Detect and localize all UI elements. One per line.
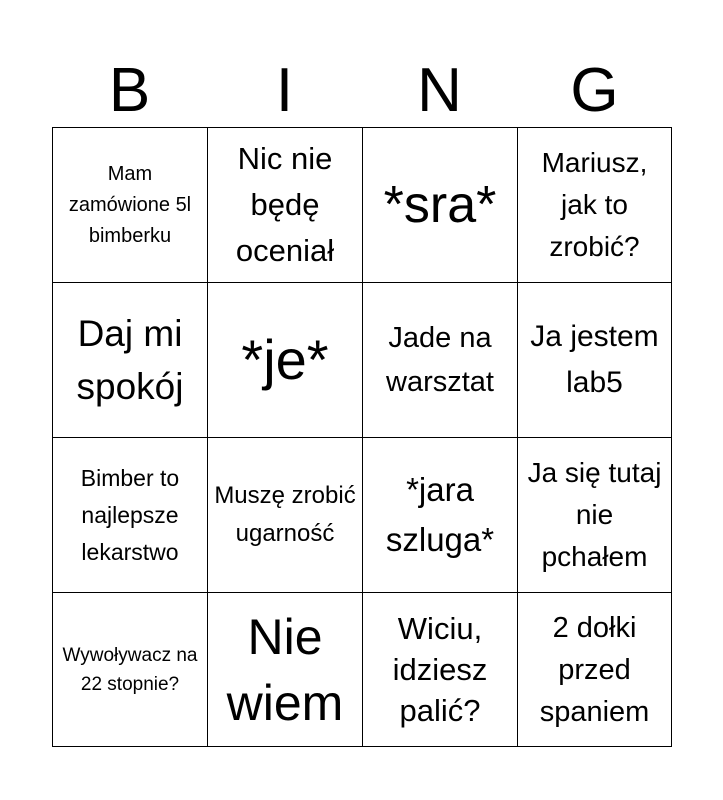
bingo-cell[interactable] (52, 127, 207, 282)
cell-text: Mariusz, jak to zrobić? (541, 147, 648, 262)
cell-text: Jade na warsztat (386, 322, 494, 398)
cell-text: *jara szluga* (385, 471, 495, 558)
bingo-cell[interactable] (52, 437, 207, 592)
header-letter-g: G (570, 56, 619, 125)
bingo-cell[interactable] (362, 437, 517, 592)
header-letter-i: I (275, 56, 294, 125)
bingo-header (52, 55, 672, 127)
bingo-cell[interactable] (517, 437, 672, 592)
cell-text: Nie wiem (226, 608, 344, 731)
cell-text: Wiciu, idziesz palić? (392, 611, 488, 728)
header-letter-b: B (108, 56, 151, 125)
cell-text: Ja się tutaj nie pchałem (527, 457, 662, 572)
bingo-cell[interactable] (52, 282, 207, 437)
bingo-cell[interactable] (517, 592, 672, 747)
bingo-cell[interactable] (52, 592, 207, 747)
header-letter-n: N (417, 56, 462, 125)
bingo-cell[interactable] (207, 127, 362, 282)
cell-text: *je* (241, 328, 329, 391)
cell-text: Bimber to najlepsze lekarstwo (80, 464, 180, 565)
cell-text: 2 dołki przed spaniem (539, 611, 650, 728)
cell-text: Muszę zrobić ugarność (214, 482, 356, 547)
bingo-cell[interactable] (362, 282, 517, 437)
bingo-cell[interactable] (207, 437, 362, 592)
cell-text: Wywoływacz na 22 stopnie? (62, 644, 198, 695)
cell-text: *sra* (383, 176, 497, 234)
bingo-cell[interactable] (517, 127, 672, 282)
cell-text: Nic nie będę oceniał (235, 141, 335, 268)
bingo-cell[interactable] (207, 282, 362, 437)
bingo-board (52, 127, 672, 747)
bingo-cell[interactable] (362, 592, 517, 747)
cell-text: Mam zamówione 5l bimberku (68, 162, 192, 247)
cell-text: Daj mi spokój (76, 313, 184, 407)
bingo-cell[interactable] (362, 127, 517, 282)
cell-text: Ja jestem lab5 (530, 320, 659, 399)
bingo-cell[interactable] (517, 282, 672, 437)
bingo-cell[interactable] (207, 592, 362, 747)
